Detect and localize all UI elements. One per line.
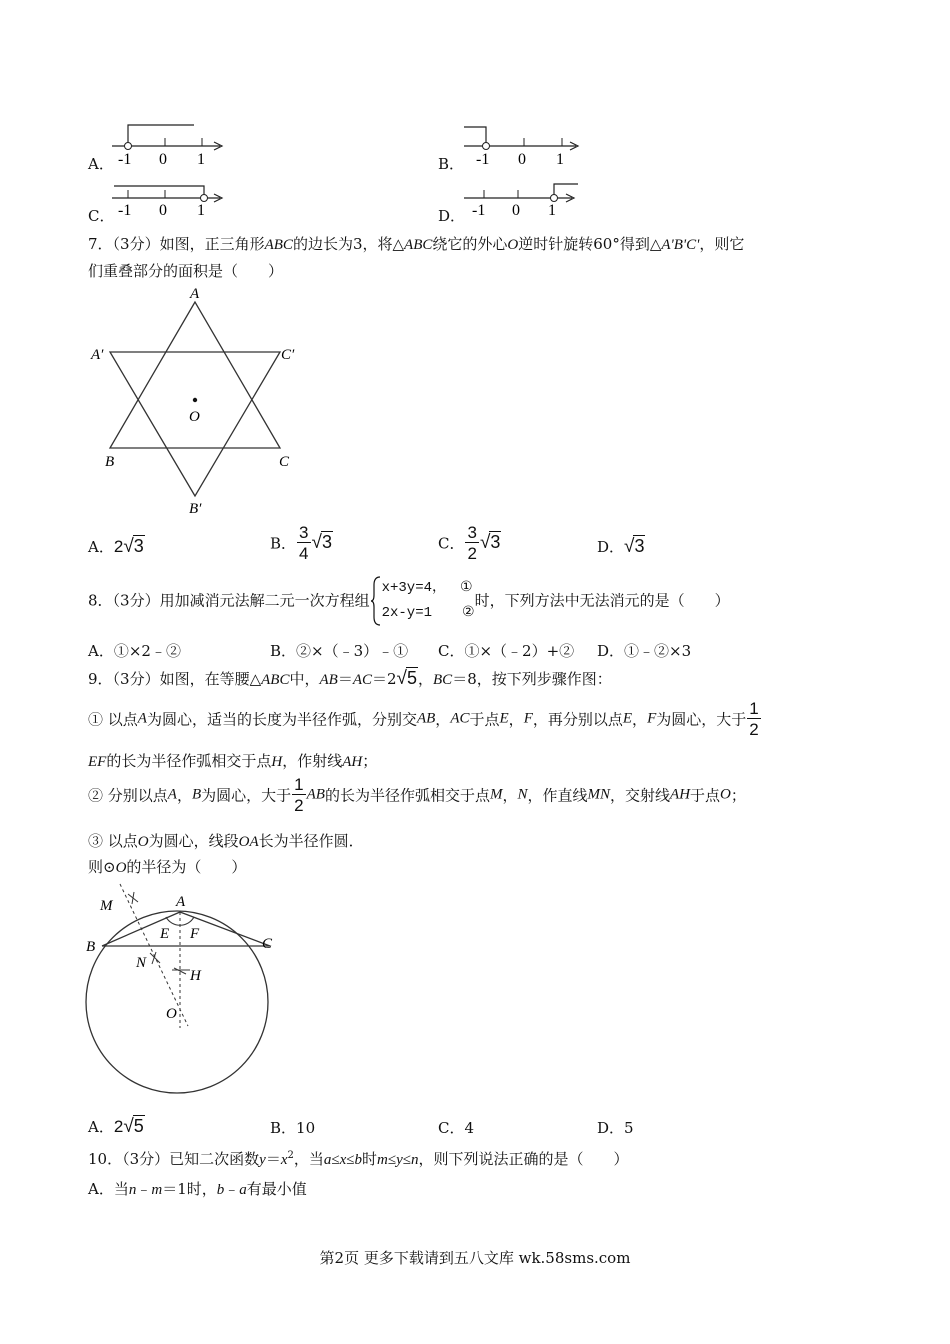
q7-option-c: C． $\frac{3}{2}$ √3	[438, 523, 501, 563]
tick-label: 0	[518, 151, 526, 168]
q8-option-c: C．①×（﹣2）+②	[438, 642, 575, 660]
q9-option-d: D．5	[597, 1119, 634, 1137]
q6-option-d-letter: D．	[438, 207, 466, 225]
q9-question: 则⊙O的半径为（ ）	[88, 858, 247, 876]
label-F: F	[190, 926, 200, 942]
q6-option-a-number-line	[110, 118, 235, 168]
q8-option-d: D．①﹣②×3	[597, 642, 692, 660]
q9-option-c: C．4	[438, 1119, 475, 1137]
tick-label: -1	[118, 202, 132, 219]
q6-option-d-number-line	[462, 178, 587, 223]
q7-option-a: A．2√3	[88, 536, 144, 557]
q7-stem-line1: 7．（3分）如图，正三角形ABC的边长为3，将△ABC绕它的外心O逆时针旋转60°得到△A'B'C'，则它	[88, 235, 745, 253]
label-Bp: B′	[189, 501, 202, 517]
label-M: M	[100, 898, 113, 914]
label-O: O	[189, 409, 200, 425]
equation-system: x+3y=4， ① 2x-y=1 ②	[370, 575, 475, 625]
label-Cp: C′	[281, 347, 295, 363]
q9-step2: ② 分别以点A，B为圆心，大于 $\frac{1}{2}$ AB的长为半径作弧相交于点M，N，作直线MN，交射线AH于点O；	[88, 775, 746, 815]
q9-option-b: B．10	[270, 1119, 316, 1137]
q9-stem: 9．（3分）如图，在等腰△ABC中，AB＝AC＝2√5，BC＝8，按下列步骤作图：	[88, 668, 612, 689]
label-B: B	[86, 939, 96, 955]
label-A: A	[190, 286, 200, 302]
label-C: C	[279, 454, 290, 470]
label-O: O	[166, 1006, 177, 1022]
tick-label: -1	[472, 202, 486, 219]
tick-label: 1	[548, 202, 556, 219]
q9-step1-cont: EF的长为半径作弧相交于点H，作射线AH；	[88, 752, 378, 770]
tick-label: 0	[512, 202, 520, 219]
tick-label: 0	[159, 151, 167, 168]
q8-stem: 8．（3分）用加减消元法解二元一次方程组 x+3y=4， ① 2x-y=1 ② 时，下列方法中无法消元的是（ ）	[88, 575, 730, 625]
q6-option-c-letter: C．	[88, 207, 115, 225]
tick-label: -1	[476, 151, 490, 168]
q6-option-b-letter: B．	[438, 155, 465, 173]
q9-circle-figure	[80, 880, 290, 1110]
q9-option-a: A．2√5	[88, 1116, 144, 1137]
tick-label: 1	[556, 151, 564, 168]
tick-label: -1	[118, 151, 132, 168]
q6-option-b-number-line	[462, 118, 587, 168]
q9-step3: ③ 以点O为圆心，线段OA长为半径作圆．	[88, 832, 364, 850]
q10-stem: 10．（3分）已知二次函数$y=x^2$，当a≤x≤b时m≤y≤n，则下列说法正确的是（ ）	[88, 1150, 629, 1168]
q8-option-a: A．①×2﹣②	[88, 642, 181, 660]
tick-label: 1	[197, 151, 205, 168]
label-Ap: A′	[91, 347, 104, 363]
q7-option-d: D．√3	[597, 536, 645, 557]
label-C: C	[262, 936, 273, 952]
tick-label: 1	[197, 202, 205, 219]
q10-option-a: A．当n﹣m＝1时，b﹣a有最小值	[88, 1180, 307, 1198]
q7-star-figure	[85, 282, 315, 522]
q8-option-b: B．②×（﹣3）﹣①	[270, 642, 409, 660]
label-B: B	[105, 454, 115, 470]
page-footer: 第2页 更多下载请到五八文库 wk.58sms.com	[319, 1249, 631, 1267]
q7-option-b: B． $\frac{3}{4}$ √3	[270, 523, 332, 563]
q6-option-c-number-line	[110, 178, 235, 223]
tick-label: 0	[159, 202, 167, 219]
q7-stem-line2: 们重叠部分的面积是（ ）	[88, 262, 284, 280]
label-A: A	[176, 894, 186, 910]
q9-step1: ① 以点A为圆心，适当的长度为半径作弧，分别交AB，AC于点E，F，再分别以点E，F为圆心，大于 $\frac{1}{2}$	[88, 699, 759, 739]
q6-option-a-letter: A．	[88, 155, 114, 173]
label-N: N	[136, 955, 147, 971]
label-E: E	[160, 926, 170, 942]
label-H: H	[190, 968, 201, 984]
